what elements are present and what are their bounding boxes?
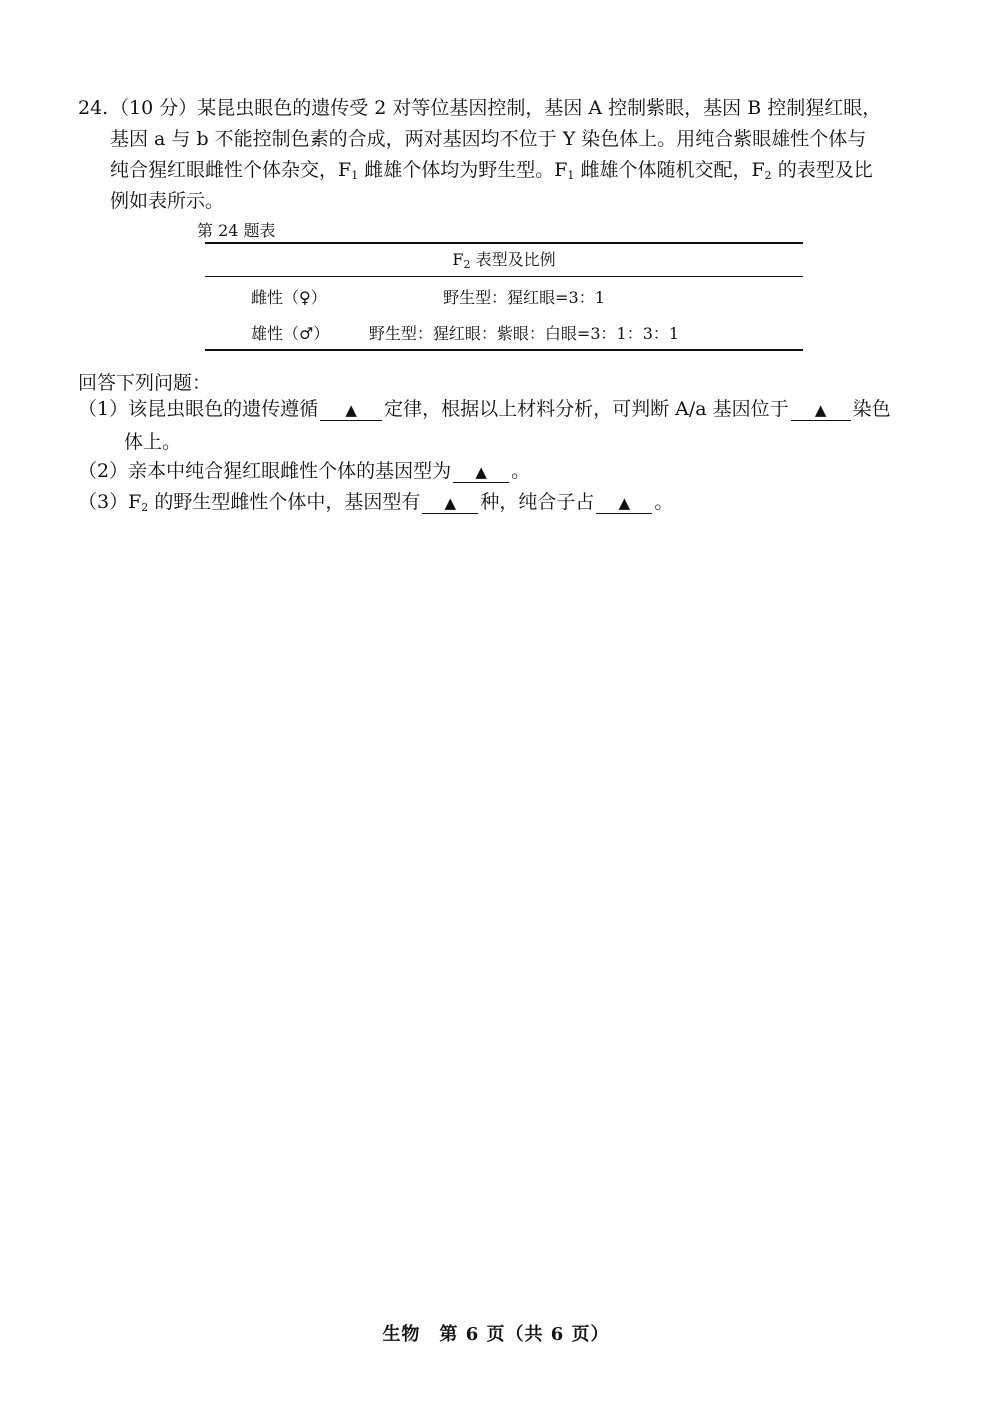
sex-cell: 雄性（♂） [251,324,330,343]
page-footer: 生物 第 6 页（共 6 页） [382,1324,610,1345]
line3-part-b: 雌雄个体均为野生型。F [358,159,568,181]
sub-question-3 [78,489,673,515]
triangle-icon: ▲ [814,401,827,419]
answer-blank[interactable] [596,492,652,514]
answer-intro: 回答下列问题： [78,372,212,394]
table-bottom-rule [205,349,803,351]
header-prefix: F [452,250,464,269]
subscript: 2 [141,501,149,514]
header-suffix: 表型及比例 [470,250,556,269]
answer-blank[interactable] [791,399,851,421]
subscript: 1 [351,169,359,182]
question-line-3 [110,157,873,183]
triangle-icon: ▲ [475,463,487,481]
triangle-icon: ▲ [444,494,457,512]
answer-blank[interactable] [422,492,478,514]
subscript: 2 [463,258,471,271]
sub-question-1 [78,396,891,422]
sub-question-2 [78,458,530,484]
line3-part-a: 纯合猩红眼雌性个体杂交，F [110,159,352,181]
ratio-cell: 野生型：猩红眼：紫眼：白眼=3：1：3：1 [368,324,680,343]
q2-text-b: 。 [511,460,531,482]
question-line-2: 基因 a 与 b 不能控制色素的合成，两对基因均不位于 Y 染色体上。用纯合紫眼雄性个体与 [110,128,867,150]
q1-text-c: 染色 [852,398,891,420]
q3-text-c: 种，纯合子占 [480,491,595,513]
question-line-1: （10 分）某昆虫眼色的遗传受 2 对等位基因控制，基因 A 控制紫眼，基因 B 控制猩红眼， [110,97,882,119]
subscript: 2 [764,169,772,182]
answer-blank[interactable] [453,461,509,483]
q3-text-d: 。 [654,491,674,513]
answer-blank[interactable] [320,399,382,421]
question-number: 24. [78,97,109,119]
q1-text-b: 定律，根据以上材料分析，可判断 A/a 基因位于 [384,398,789,420]
ratio-cell: 野生型：猩红眼=3：1 [443,288,605,307]
subscript: 1 [567,169,575,182]
phenotype-table [205,242,803,351]
q3-text-a: （3）F [78,491,142,513]
question-line-4: 例如表所示。 [110,190,225,212]
table-row [205,313,803,349]
line3-part-d: 的表型及比 [771,159,873,181]
q2-text-a: （2）亲本中纯合猩红眼雌性个体的基因型为 [78,460,452,482]
line3-part-c: 雌雄个体随机交配，F [574,159,765,181]
sub-question-1-cont: 体上。 [124,431,182,453]
triangle-icon: ▲ [345,401,357,419]
triangle-icon: ▲ [618,494,631,512]
sex-cell: 雌性（♀） [251,288,327,307]
table-row [205,277,803,313]
table-header [205,244,803,276]
q3-text-b: 的野生型雌性个体中，基因型有 [148,491,421,513]
table-caption: 第 24 题表 [197,221,276,240]
q1-text-a: （1）该昆虫眼色的遗传遵循 [78,398,319,420]
